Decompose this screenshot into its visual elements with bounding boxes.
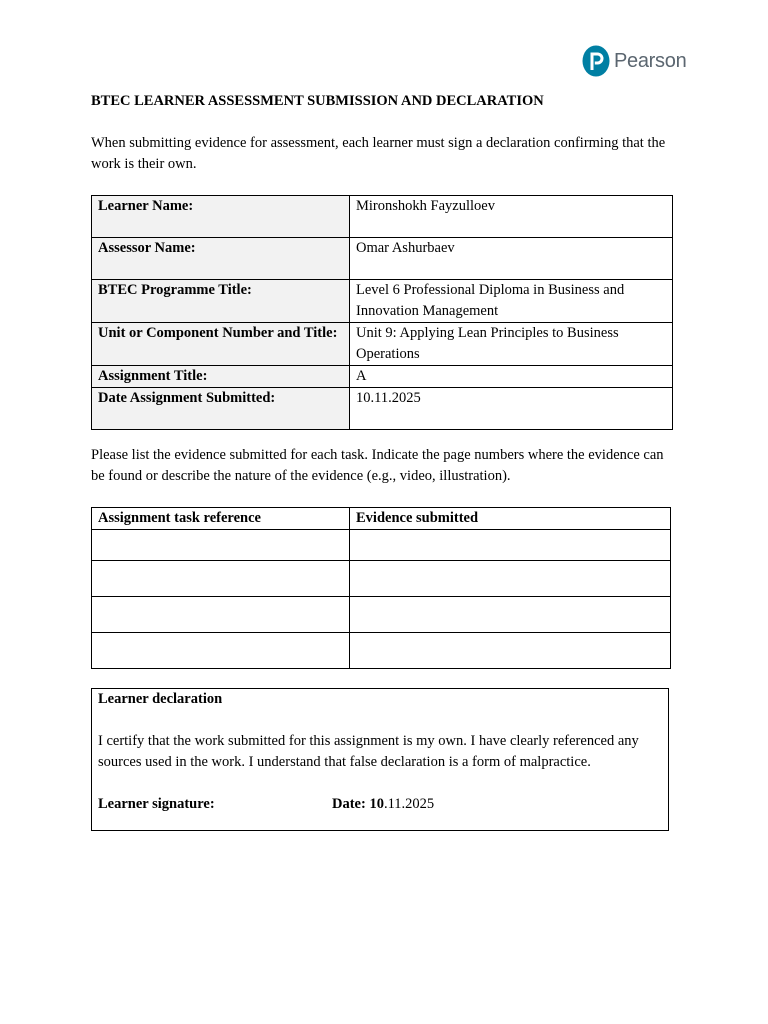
date-submitted-label: Date Assignment Submitted:	[92, 388, 350, 430]
table-row	[92, 196, 673, 238]
task-reference-cell[interactable]	[92, 597, 350, 633]
date-value-day: 10	[369, 796, 384, 812]
evidence-cell[interactable]	[350, 561, 671, 597]
date-submitted-value: 10.11.2025	[350, 388, 673, 430]
assignment-title-value: A	[350, 366, 673, 388]
assessor-name-value: Omar Ashurbaev	[350, 238, 673, 280]
date-value-rest: .11.2025	[383, 796, 435, 812]
unit-title-value: Unit 9: Applying Lean Principles to Business Operations	[350, 323, 673, 366]
signature-row	[98, 794, 662, 815]
programme-title-value: Level 6 Professional Diploma in Business and Innovation Management	[350, 280, 673, 323]
programme-title-label: BTEC Programme Title:	[92, 280, 350, 323]
table-row	[92, 530, 671, 561]
learner-declaration-box	[91, 688, 669, 831]
table-row	[92, 633, 671, 669]
brand-name: Pearson	[614, 49, 687, 72]
column-header-task-reference: Assignment task reference	[92, 508, 350, 530]
evidence-table	[91, 507, 671, 669]
learner-info-table	[91, 195, 673, 430]
evidence-cell[interactable]	[350, 633, 671, 669]
unit-title-label: Unit or Component Number and Title:	[92, 323, 350, 366]
task-reference-cell[interactable]	[92, 561, 350, 597]
page-title: BTEC LEARNER ASSESSMENT SUBMISSION AND DECLARATION	[91, 93, 544, 109]
assessor-name-label: Assessor Name:	[92, 238, 350, 280]
date-label: Date:	[332, 796, 366, 812]
table-row	[92, 238, 673, 280]
task-reference-cell[interactable]	[92, 530, 350, 561]
learner-name-value: Mironshokh Fayzulloev	[350, 196, 673, 238]
column-header-evidence: Evidence submitted	[350, 508, 671, 530]
table-header-row	[92, 508, 671, 530]
table-row	[92, 561, 671, 597]
declaration-heading: Learner declaration	[98, 691, 223, 707]
task-reference-cell[interactable]	[92, 633, 350, 669]
pearson-p-logo-icon	[582, 45, 610, 77]
table-row	[92, 366, 673, 388]
evidence-instructions: Please list the evidence submitted for each task. Indicate the page numbers where the evidence can be found or describe the nature of the evidence (e.g., video, illustration).	[91, 447, 664, 484]
signature-label: Learner signature:	[98, 796, 215, 812]
pearson-logo	[582, 45, 686, 77]
learner-name-label: Learner Name:	[92, 196, 350, 238]
evidence-cell[interactable]	[350, 597, 671, 633]
declaration-text: I certify that the work submitted for this assignment is my own. I have clearly referenced any sources used in the work. I understand that false declaration is a form of malpractice.	[98, 733, 639, 770]
assignment-title-label: Assignment Title:	[92, 366, 350, 388]
table-row	[92, 323, 673, 366]
signature-date	[332, 794, 434, 815]
intro-paragraph: When submitting evidence for assessment, each learner must sign a declaration confirming that the work is their own.	[91, 135, 666, 172]
table-row	[92, 280, 673, 323]
table-row	[92, 388, 673, 430]
evidence-cell[interactable]	[350, 530, 671, 561]
table-row	[92, 597, 671, 633]
